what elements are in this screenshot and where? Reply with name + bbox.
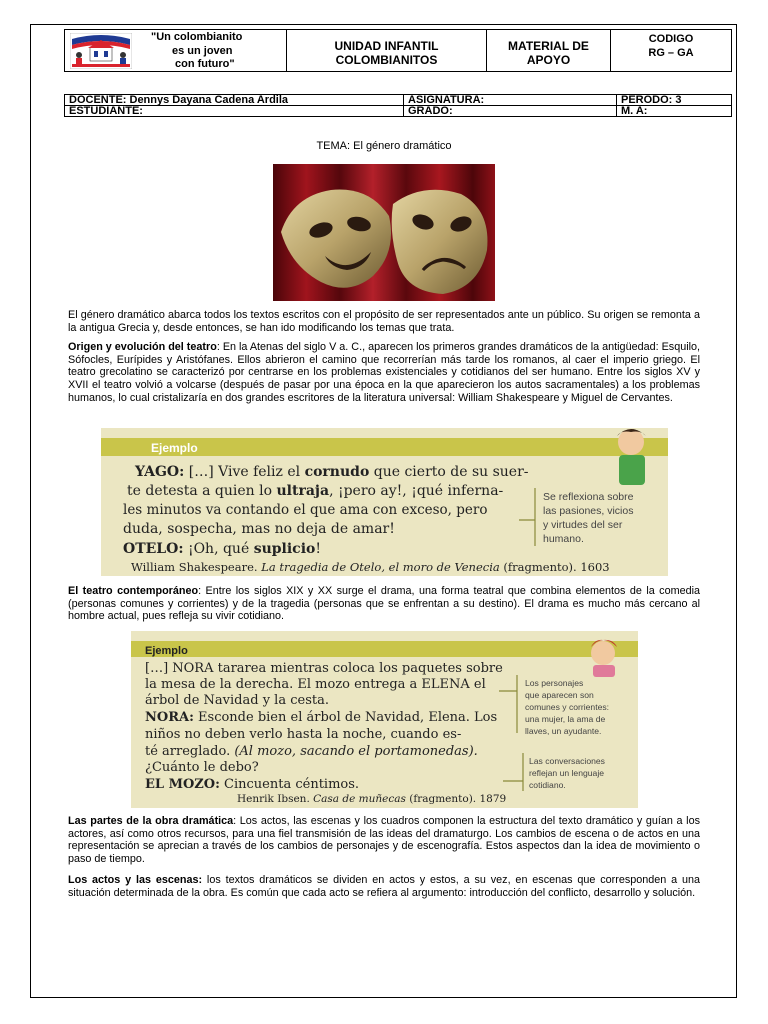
code-value: RG – GA (648, 47, 694, 59)
example-line: OTELO: ¡Oh, qué suplicio! (123, 541, 321, 557)
contemporaneo-paragraph (68, 585, 700, 623)
example-citation: Henrik Ibsen. Casa de muñecas (fragmento). 1879 (237, 793, 507, 805)
example-note-line: Las conversaciones (529, 756, 605, 766)
school-logo (70, 33, 132, 69)
code-cell (611, 30, 731, 71)
example-shakespeare (101, 428, 668, 576)
example-note-line: Se reflexiona sobre (543, 491, 634, 503)
actos-paragraph (68, 874, 700, 899)
example-line: árbol de Navidad y la cesta. (145, 693, 329, 708)
partes-paragraph (68, 815, 700, 866)
example-heading: Ejemplo (145, 645, 188, 657)
contemporaneo-body: : Entre los siglos XIX y XX surge el drama, una forma teatral que combina elementos de la comedia (personas comunes y corrientes) y de la tragedia (personas que se enfrentan a su destino). El drama es mucho más cercano al hombre actual, pues refleja su vivir cotidiano. (68, 585, 700, 623)
docente-cell: DOCENTE: Dennys Dayana Cadena Ardila (65, 95, 404, 106)
example-line: les minutos va contando el que ama con exceso, pero (123, 502, 488, 518)
info-table (64, 94, 732, 117)
example-line: NORA: Esconde bien el árbol de Navidad, Elena. Los (145, 710, 498, 725)
example-line: niños no deben verlo hasta la noche, cuando es- (145, 727, 462, 742)
material-line: APOYO (526, 52, 571, 67)
origen-heading: Origen y evolución del teatro (68, 341, 217, 353)
example-note-line: Los personajes (525, 678, 584, 688)
school-name-line: UNIDAD INFANTIL (334, 38, 439, 53)
example-note-line: comunes y corrientes: (525, 702, 610, 712)
example-line: EL MOZO: Cincuenta céntimos. (145, 777, 360, 792)
origen-body: : En la Atenas del siglo V a. C., aparecen los primeros grandes dramáticos de la antigüedad: Esquilo, Sófocles, Eurípides y Aristófanes. Ellos abrieron el camino que recorrerían más tarde los romanos, al caer el imperio griego. El teatro grecolatino se caracterizó por centrarse en los problemas existenciales y cotidianos del ser humano. Entre los siglos XV y XVII el teatro volvió a volcarse (después de pasar por una época en la que aparecieron los autos sacramentales) a los problemas humanos, lo cual cristalizaría en dos grandes escritores de la literatura universal: William Shakespeare y Miguel de Cervantes. (68, 341, 701, 404)
estudiante-cell: ESTUDIANTE: (65, 106, 404, 117)
example-line: […] NORA tararea mientras coloca los paquetes sobre (145, 661, 503, 676)
periodo-cell: PERODO: 3 (617, 95, 732, 106)
example-line: duda, sospecha, mas no deja de amar! (123, 521, 395, 537)
example-line: YAGO: […] Vive feliz el cornudo que cierto de su suer- (135, 464, 529, 480)
example-heading: Ejemplo (151, 441, 198, 455)
example-ibsen (131, 631, 638, 808)
grado-cell: GRADO: (404, 106, 617, 117)
actos-body: los textos dramáticos se dividen en actos y estos, a su vez, en escenas que corresponden a una situación determinada de la obra. Es común que cada acto se refiera al argumento: introducción del conflicto, desarrollo y solución. (68, 874, 700, 899)
example-note-line: una mujer, la ama de (525, 714, 606, 724)
motto-line: es un joven (172, 44, 233, 57)
ma-cell: M. A: (617, 106, 732, 117)
intro-paragraph: El género dramático abarca todos los textos escritos con el propósito de ser representados ante un público. Su origen se remonta a la antigua Grecia y, desde entonces, se han ido modificando los temas que trata. (68, 309, 700, 334)
material-line: MATERIAL DE (508, 38, 589, 53)
example-line: ¿Cuánto le debo? (145, 760, 259, 775)
school-name-line: COLOMBIANITOS (335, 52, 438, 67)
header-logo-cell (65, 30, 287, 71)
contemporaneo-heading: El teatro contemporáneo (68, 585, 199, 597)
header-table (64, 29, 732, 72)
example-note-line: reflejan un lenguaje (529, 768, 605, 778)
asignatura-cell: ASIGNATURA: (404, 95, 617, 106)
partes-heading: Las partes de la obra dramática (68, 815, 234, 827)
material-cell (487, 30, 611, 71)
theater-masks-image (273, 164, 495, 301)
example-note-line: cotidiano. (529, 780, 566, 790)
example-note-line: llaves, un ayudante. (525, 726, 602, 736)
page-title: TEMA: El género dramático (316, 140, 452, 152)
example-line: té arreglado. (Al mozo, sacando el portamonedas). (145, 744, 478, 759)
origen-paragraph (68, 341, 700, 405)
actos-heading: Los actos y las escenas: (68, 874, 203, 886)
school-motto (145, 31, 242, 72)
motto-line: con futuro" (175, 58, 235, 70)
example-citation: William Shakespeare. La tragedia de Otelo, el moro de Venecia (fragmento). 1603 (131, 560, 610, 574)
example-note-line: humano. (543, 533, 584, 545)
example-note-line: las pasiones, vicios (543, 505, 634, 517)
code-label: CODIGO (648, 33, 694, 45)
school-name-cell (287, 30, 487, 71)
example-note-line: y virtudes del ser (543, 519, 623, 531)
example-line: te detesta a quien lo ultraja, ¡pero ay!, ¡qué inferna- (127, 483, 504, 499)
partes-body: : Los actos, las escenas y los cuadros componen la estructura del texto dramático y guían a los actores, así como otros recursos, para una fiel transmisión de las ideas del dramaturgo. Los cambios de escena o de actos en una representación se aprecian a través de los cambios de personajes y de escenografía. Estos aspectos dan la idea de movimiento o paso de tiempo. (68, 815, 700, 866)
example-note-line: que aparecen son (525, 690, 594, 700)
motto-line: "Un colombianito (151, 31, 243, 43)
example-line: la mesa de la derecha. El mozo entrega a ELENA el (145, 677, 486, 692)
